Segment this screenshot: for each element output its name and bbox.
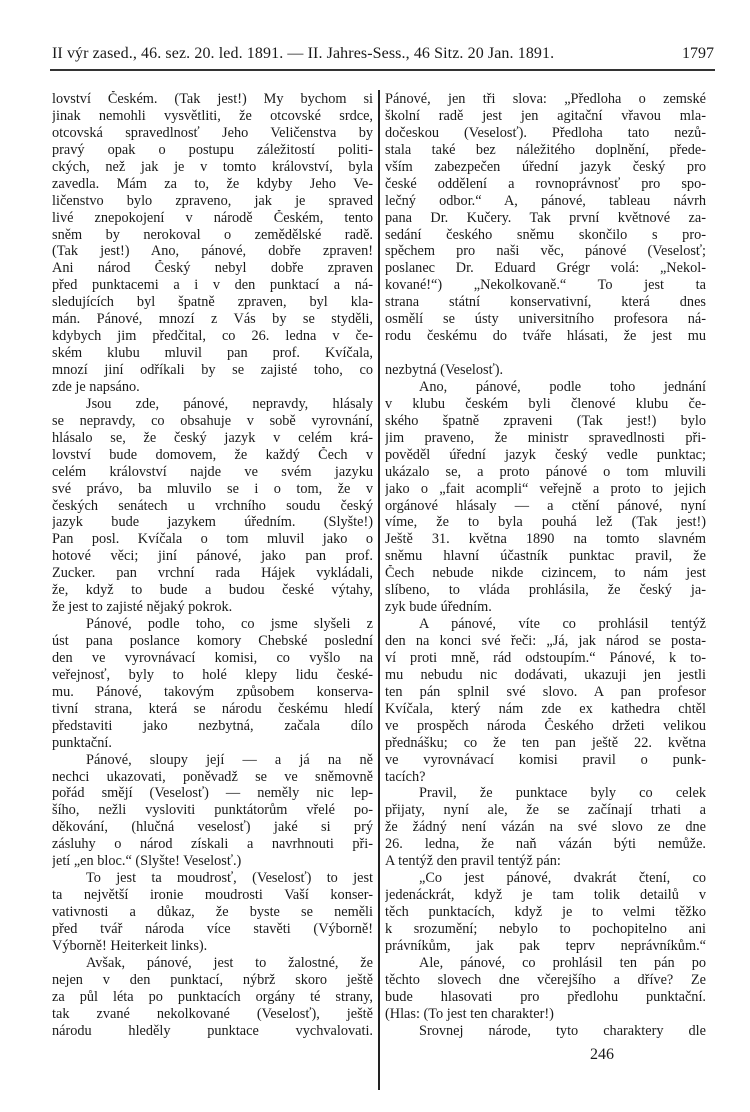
text-line: ského špatně zpraveni (Tak jest!) bylo [385, 412, 706, 429]
text-line: za půl léta po punktacích orgány té strany, [52, 988, 373, 1005]
text-line: mu nebudu nic dodávati, ukazuji jen jestli [385, 666, 706, 683]
text-line: ve vyrovnávací komisi pravil o punk- [385, 751, 706, 768]
text-line: pořád smějí (Veselosť) — neměly nic lep- [52, 785, 373, 802]
text-line: (Hlas: (To jest ten charakter!) [385, 1005, 554, 1022]
text-line: orgánové hlásaly — a ctění pánové, nyní [385, 497, 706, 514]
text-line: nejen v den punktací, nýbrž skoro ještě [52, 971, 373, 988]
text-line: že, když to bude a budou české výtahy, [52, 582, 373, 599]
text-line: 26. ledna, že naň vázán býti nemůže. [385, 836, 706, 853]
text-line: zásluhy o národ získali a navrhnouti při- [52, 836, 373, 853]
text-line: Pánové, podle toho, co jsme slyšeli z [86, 616, 373, 633]
text-line: pravý opak o postupu záležitostí politi- [52, 141, 373, 158]
text-line: před punktacemi a i v den punktací a ná- [52, 277, 373, 294]
text-line: sedání českého sněmu skončilo s pro- [385, 226, 706, 243]
text-line: slíbeno, to vláda prohlásila, že český ja- [385, 582, 706, 599]
text-line: A pánové, víte co prohlásil tentýž [419, 616, 706, 633]
text-line: (Tak jest!) Ano, pánové, dobře zpraven! [52, 243, 373, 260]
text-line: lovství bude domovem, že každý Čech v [52, 446, 373, 463]
text-line: jazyk bude jazykem úředním. (Slyšte!) [52, 514, 373, 531]
text-line: celém království najde ve svém jazyku [52, 463, 373, 480]
text-line: hlásalo se, že český jazyk v celém krá- [52, 429, 373, 446]
text-line: Ani národ Český nebyl dobře zpraven [52, 260, 373, 277]
text-line: A tentýž den pravil tentýž pán: [385, 853, 561, 870]
text-line: vším zabezpečen úřední jazyk český pro [385, 158, 706, 175]
text-line: právníkům, jak pak teprv neprávníkům.“ [385, 937, 706, 954]
header-session-info: II výr zased., 46. sez. 20. led. 1891. — II. Jahres-Sess., 46 Sitz. 20 Jan. 1891. [52, 45, 555, 62]
text-line: hotové věci; jiní pánové, jako pan prof. [52, 548, 373, 565]
text-line: víme, že to byla pouhá lež (Tak jest!) [385, 514, 706, 531]
running-header [52, 45, 714, 67]
text-line: školní radě jest jen agitační vřavou mla- [385, 107, 706, 124]
text-line: tak zvané nekolkované (Veselosť), ještě [52, 1005, 373, 1022]
text-line: stala také bez náležitého doplnění, přede- [385, 141, 706, 158]
text-line: ve prospěch národa Českého držeti velikou [385, 717, 706, 734]
text-line: jetí „en bloc.“ (Slyšte! Veselosť.) [52, 853, 242, 870]
text-line: přijaty, nyní ale, že se začínají trhati a [385, 802, 706, 819]
text-line: ten pán splnil své slovo. A pan profesor [385, 683, 706, 700]
text-line: Výborně! Heiterkeit links). [52, 937, 208, 954]
text-line: nezbytná (Veselosť). [385, 362, 504, 378]
text-line: jako o „fait acompli“ veřejně a proto to jejich [385, 480, 706, 497]
text-line: tivní strana, která se národu českému hledí [52, 700, 373, 717]
text-line: vativnosti a důkaz, že byste se neměli [52, 904, 373, 920]
text-line: kované!“) „Nekolkovaně.“ To jest ta [385, 277, 706, 294]
text-line: dočeskou (Veselosť). Předloha tato nezů- [385, 124, 706, 141]
text-line: ta největší ironie moudrosti Vaší konser- [52, 887, 373, 904]
text-line: mnozí jiní odříkali by se zajisté toho, co [52, 362, 373, 378]
header-rule [50, 69, 715, 71]
text-line: osmělí se ústy universitního profesora ná- [385, 311, 706, 328]
text-line: sledujících byl špatně zpraven, byl kla- [52, 294, 373, 311]
text-line: livé znepokojení v národě Českém, tento [52, 209, 373, 226]
text-line: strana státní konservativní, která dnes [385, 294, 706, 311]
text-line: sněm by nerokoval o zemědělské radě. [52, 226, 373, 243]
text-line: Pánové, sloupy její — a já na ně [86, 751, 373, 768]
text-line: Kvíčala, který nám zde ex kathedra chtěl [385, 700, 706, 717]
sheet-signature-number: 246 [590, 1046, 614, 1063]
text-line: Srovnej národe, tyto charaktery dle [419, 1022, 706, 1039]
text-line: spěchem pro naši věc, pánové (Veselosť; [385, 243, 706, 260]
text-line: rodu českému do tváře hlásati, že jest mu [385, 328, 706, 345]
text-line [385, 345, 706, 362]
text-line: národu hleděly punktace vychvalovati. [52, 1022, 373, 1039]
left-column [52, 91, 373, 1040]
text-line: Zucker. pan vrchní rada Hájek vykládali, [52, 565, 373, 582]
text-line: mu. Pánové, takovým způsobem konserva- [52, 683, 373, 700]
text-line: kdybych jim předčital, co 26. ledna v če- [52, 328, 373, 345]
text-line: pana Dr. Kučery. Tak první květnové za- [385, 209, 706, 226]
text-line: mán. Pánové, mnozí z Vás by se styděli, [52, 311, 373, 328]
text-line: pověděl úřední jazyk český vedle punktac; [385, 446, 706, 463]
text-line: že jest to zajisté nějaký pokrok. [52, 599, 233, 616]
text-line: představiti jako nezbytná, začala dílo [52, 717, 373, 734]
text-line: ském klubu mluvil pan prof. Kvíčala, [52, 345, 373, 362]
text-line: děkování, (hlučná veselosť) jaké si prý [52, 819, 373, 836]
text-line: jedenáckrát, když je tam tolik detailů v [385, 887, 706, 904]
text-line: Avšak, pánové, jest to žalostné, že [86, 954, 373, 971]
text-line: den na konci své řeči: „Já, jak národ se posta- [385, 633, 706, 649]
text-line: úst pana poslance komory Chebské poslední [52, 633, 373, 649]
text-line: punktační. [52, 734, 112, 751]
text-line: šího, nežli vysloviti punktátorům vřelé po- [52, 802, 373, 819]
text-line: ví proti mně, rád odstoupím.“ Pánové, k to- [385, 649, 706, 666]
text-line: jinak nemohli vysvětliti, že otcovské srdce, [52, 107, 373, 124]
text-line: zavedla. Mám za to, že kdyby Jeho Ve- [52, 175, 373, 192]
text-line: k srozumění; nebylo to pochopitelno ani [385, 920, 706, 937]
right-column [385, 91, 706, 1040]
text-line: v klubu českém byli členové klubu če- [385, 395, 706, 412]
text-line: těch punktacích, když je to velmi těžko [385, 904, 706, 920]
text-line: bude hlasovati pro předlohu punktační. [385, 988, 706, 1005]
text-line: Ale, pánové, co prohlásil ten pán po [419, 954, 706, 971]
text-line: se nepravdy, co obsahuje v sobě vyrovnání, [52, 412, 373, 429]
text-line: jim praveno, že ministr spravedlnosti při- [385, 429, 706, 446]
text-line: Čech nebude nikde cizincem, to nám jest [385, 565, 706, 582]
column-divider [378, 90, 380, 1090]
text-line: českých senátech u vrchního soudu český [52, 497, 373, 514]
text-line: zde je napsáno. [52, 378, 140, 395]
text-line: otcovská spravedlnosť Jeho Veličenstva by [52, 124, 373, 141]
text-line: své právo, ba mluvilo se i o tom, že v [52, 480, 373, 497]
header-page-number: 1797 [682, 45, 714, 62]
text-line: To jest ta moudrosť, (Veselosť) to jest [86, 870, 373, 887]
text-line: Ještě 31. května 1890 na tomto slavném [385, 531, 706, 548]
text-line: lovství Českém. (Tak jest!) My bychom si [52, 91, 373, 107]
text-line: den ve vyrovnávací komisi, co vyšlo na [52, 649, 373, 666]
text-line: tacích? [385, 768, 426, 785]
text-line: poslanec Dr. Eduard Grégr volá: „Nekol- [385, 260, 706, 277]
text-line: veřejnosť, byly to holé klepy lidu české- [52, 666, 373, 683]
text-line: nechci ukazovati, poněvadž se ve sněmovně [52, 768, 373, 785]
text-line: zyk bude úředním. [385, 599, 492, 616]
text-line: české oddělení a rovnoprávnosť pro spo- [385, 175, 706, 192]
text-line: Pravil, že punktace byly co celek [419, 785, 706, 802]
text-line: před tvář národa více stavěti (Výborně! [52, 920, 373, 937]
text-line: Pan posl. Kvíčala o tom mluvil jako o [52, 531, 373, 548]
text-line: sněmu hlavní účastník punktac pravil, že [385, 548, 706, 565]
text-line: že žádný není vázán na své slovo ze dne [385, 819, 706, 836]
text-line: Ano, pánové, podle toho jednání [419, 378, 706, 395]
text-line: „Co jest pánové, dvakrát čtení, co [419, 870, 706, 887]
text-line: ličenstvo bylo zpraveno, jak je spraved [52, 192, 373, 209]
text-line: přednášku; co že ten pan ještě 22. května [385, 734, 706, 751]
text-line: lečný odbor.“ A, pánové, tableau návrh [385, 192, 706, 209]
text-line: Pánové, jen tři slova: „Předloha o zemské [385, 91, 706, 107]
text-line: těchto slovech dne včerejšího a dříve? Ze [385, 971, 706, 988]
text-line: Jsou zde, pánové, nepravdy, hlásaly [86, 395, 373, 412]
text-line: ckých, než jak je v tomto království, byla [52, 158, 373, 175]
text-line: ukázalo se, a proto pánové o tom mluvili [385, 463, 706, 480]
